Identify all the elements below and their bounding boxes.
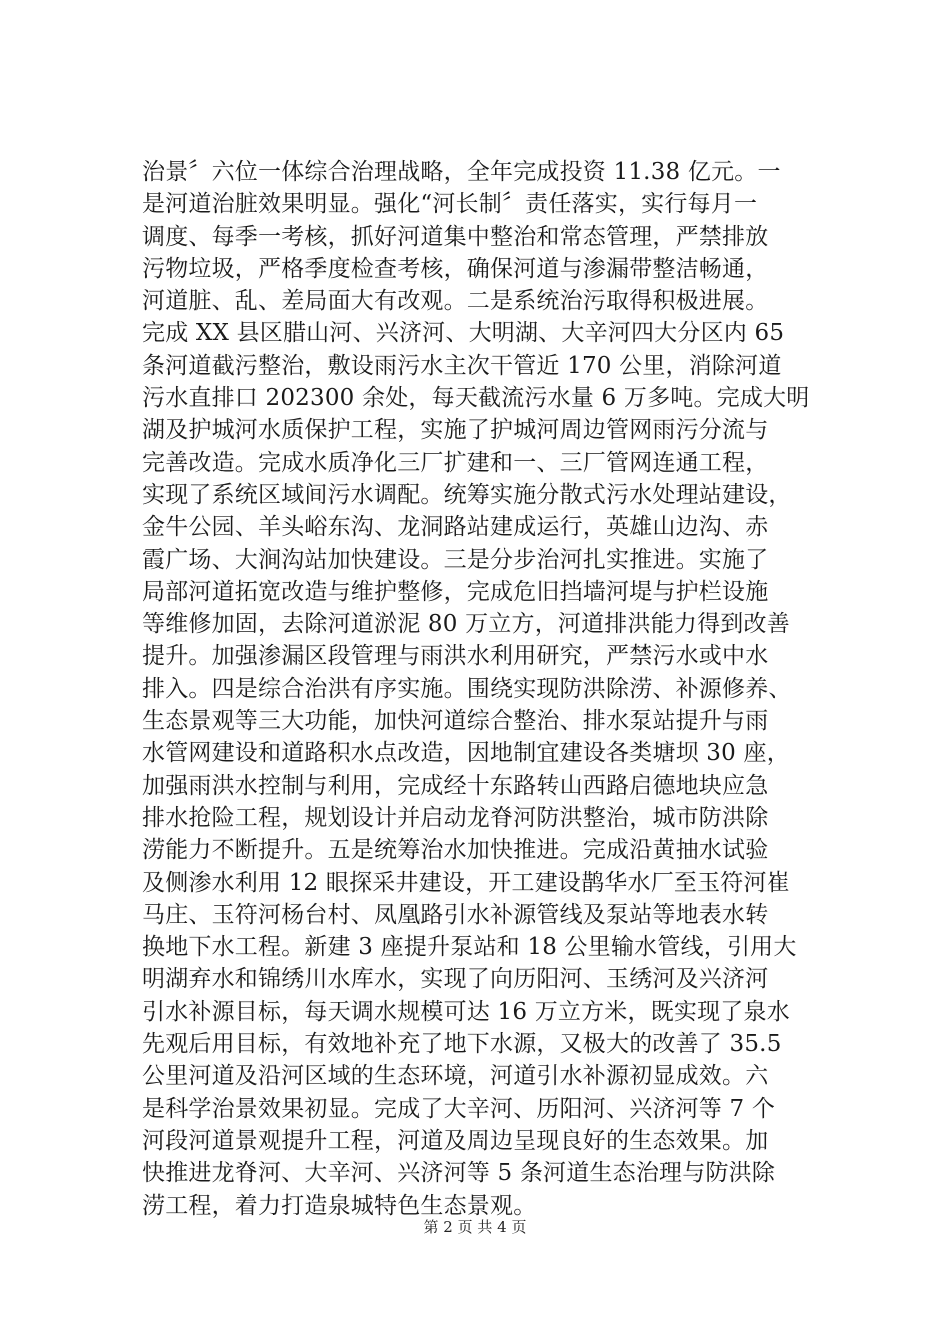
text-line: 实现了系统区域间污水调配。统筹实施分散式污水处理站建设， (142, 481, 792, 508)
text-line: 完成 XX 县区腊山河、兴济河、大明湖、大辛河四大分区内 65 (142, 320, 785, 347)
page-number-footer: 第 2 页 共 4 页 (423, 1218, 527, 1236)
text-line: 河段河道景观提升工程，河道及周边呈现良好的生态效果。加 (142, 1127, 769, 1154)
body-paragraph (142, 156, 852, 1222)
text-line: 明湖弃水和锦绣川水库水，实现了向历阳河、玉绣河及兴济河 (142, 966, 769, 993)
text-line: 水管网建设和道路积水点改造，因地制宜建设各类塘坝 30 座， (142, 740, 790, 767)
text-line: 污水直排口 202300 余处，每天截流污水量 6 万多吨。完成大明 (142, 385, 810, 412)
text-line: 涝工程，着力打造泉城特色生态景观。 (142, 1192, 537, 1219)
text-line: 排水抢险工程，规划设计并启动龙脊河防洪整治，城市防洪除 (142, 804, 769, 831)
text-line: 快推进龙脊河、大辛河、兴济河等 5 条河道生态治理与防洪除 (142, 1160, 776, 1187)
text-line: 河道脏、乱、差局面大有改观。二是系统治污取得积极进展。 (142, 288, 769, 315)
text-line: 完善改造。完成水质净化三厂扩建和一、三厂管网连通工程， (142, 449, 769, 476)
text-line: 生态景观等三大功能，加快河道综合整治、排水泵站提升与雨 (142, 708, 769, 735)
text-line: 条河道截污整治，敷设雨污水主次干管近 170 公里，消除河道 (142, 352, 782, 379)
text-line: 排入。四是综合治洪有序实施。围绕实现防洪除涝、补源修养、 (142, 675, 792, 702)
text-line: 是河道治脏效果明显。强化“河长制〞责任落实，实行每月一 (142, 191, 758, 218)
text-line: 污物垃圾，严格季度检查考核，确保河道与渗漏带整洁畅通， (142, 255, 769, 282)
text-line: 是科学治景效果初显。完成了大辛河、历阳河、兴济河等 7 个 (142, 1095, 776, 1122)
text-line: 引水补源目标，每天调水规模可达 16 万立方米，既实现了泉水 (142, 998, 790, 1025)
text-line: 加强雨洪水控制与利用，完成经十东路转山西路启德地块应急 (142, 772, 769, 799)
text-line: 提升。加强渗漏区段管理与雨洪水利用研究，严禁污水或中水 (142, 643, 769, 670)
text-line: 及侧渗水利用 12 眼探采井建设，开工建设鹊华水厂至玉符河崔 (142, 869, 790, 896)
text-line: 霞广场、大涧沟站加快建设。三是分步治河扎实推进。实施了 (142, 546, 769, 573)
text-line: 湖及护城河水质保护工程，实施了护城河周边管网雨污分流与 (142, 417, 769, 444)
text-line: 换地下水工程。新建 3 座提升泵站和 18 公里输水管线，引用大 (142, 934, 797, 961)
text-line: 先观后用目标，有效地补充了地下水源，又极大的改善了 35.5 (142, 1031, 782, 1058)
text-line: 局部河道拓宽改造与维护整修，完成危旧挡墙河堤与护栏设施 (142, 578, 769, 605)
text-line: 涝能力不断提升。五是统筹治水加快推进。完成沿黄抽水试验 (142, 837, 769, 864)
text-line: 等维修加固，去除河道淤泥 80 万立方，河道排洪能力得到改善 (142, 611, 790, 638)
text-line: 治景〞六位一体综合治理战略，全年完成投资 11.38 亿元。一 (142, 159, 781, 185)
text-line: 公里河道及沿河区域的生态环境，河道引水补源初显成效。六 (142, 1063, 769, 1090)
text-line: 金牛公园、羊头峪东沟、龙洞路站建成运行，英雄山边沟、赤 (142, 514, 769, 541)
text-line: 马庄、玉符河杨台村、凤凰路引水补源管线及泵站等地表水转 (142, 901, 769, 928)
text-line: 调度、每季一考核，抓好河道集中整治和常态管理，严禁排放 (142, 223, 769, 250)
